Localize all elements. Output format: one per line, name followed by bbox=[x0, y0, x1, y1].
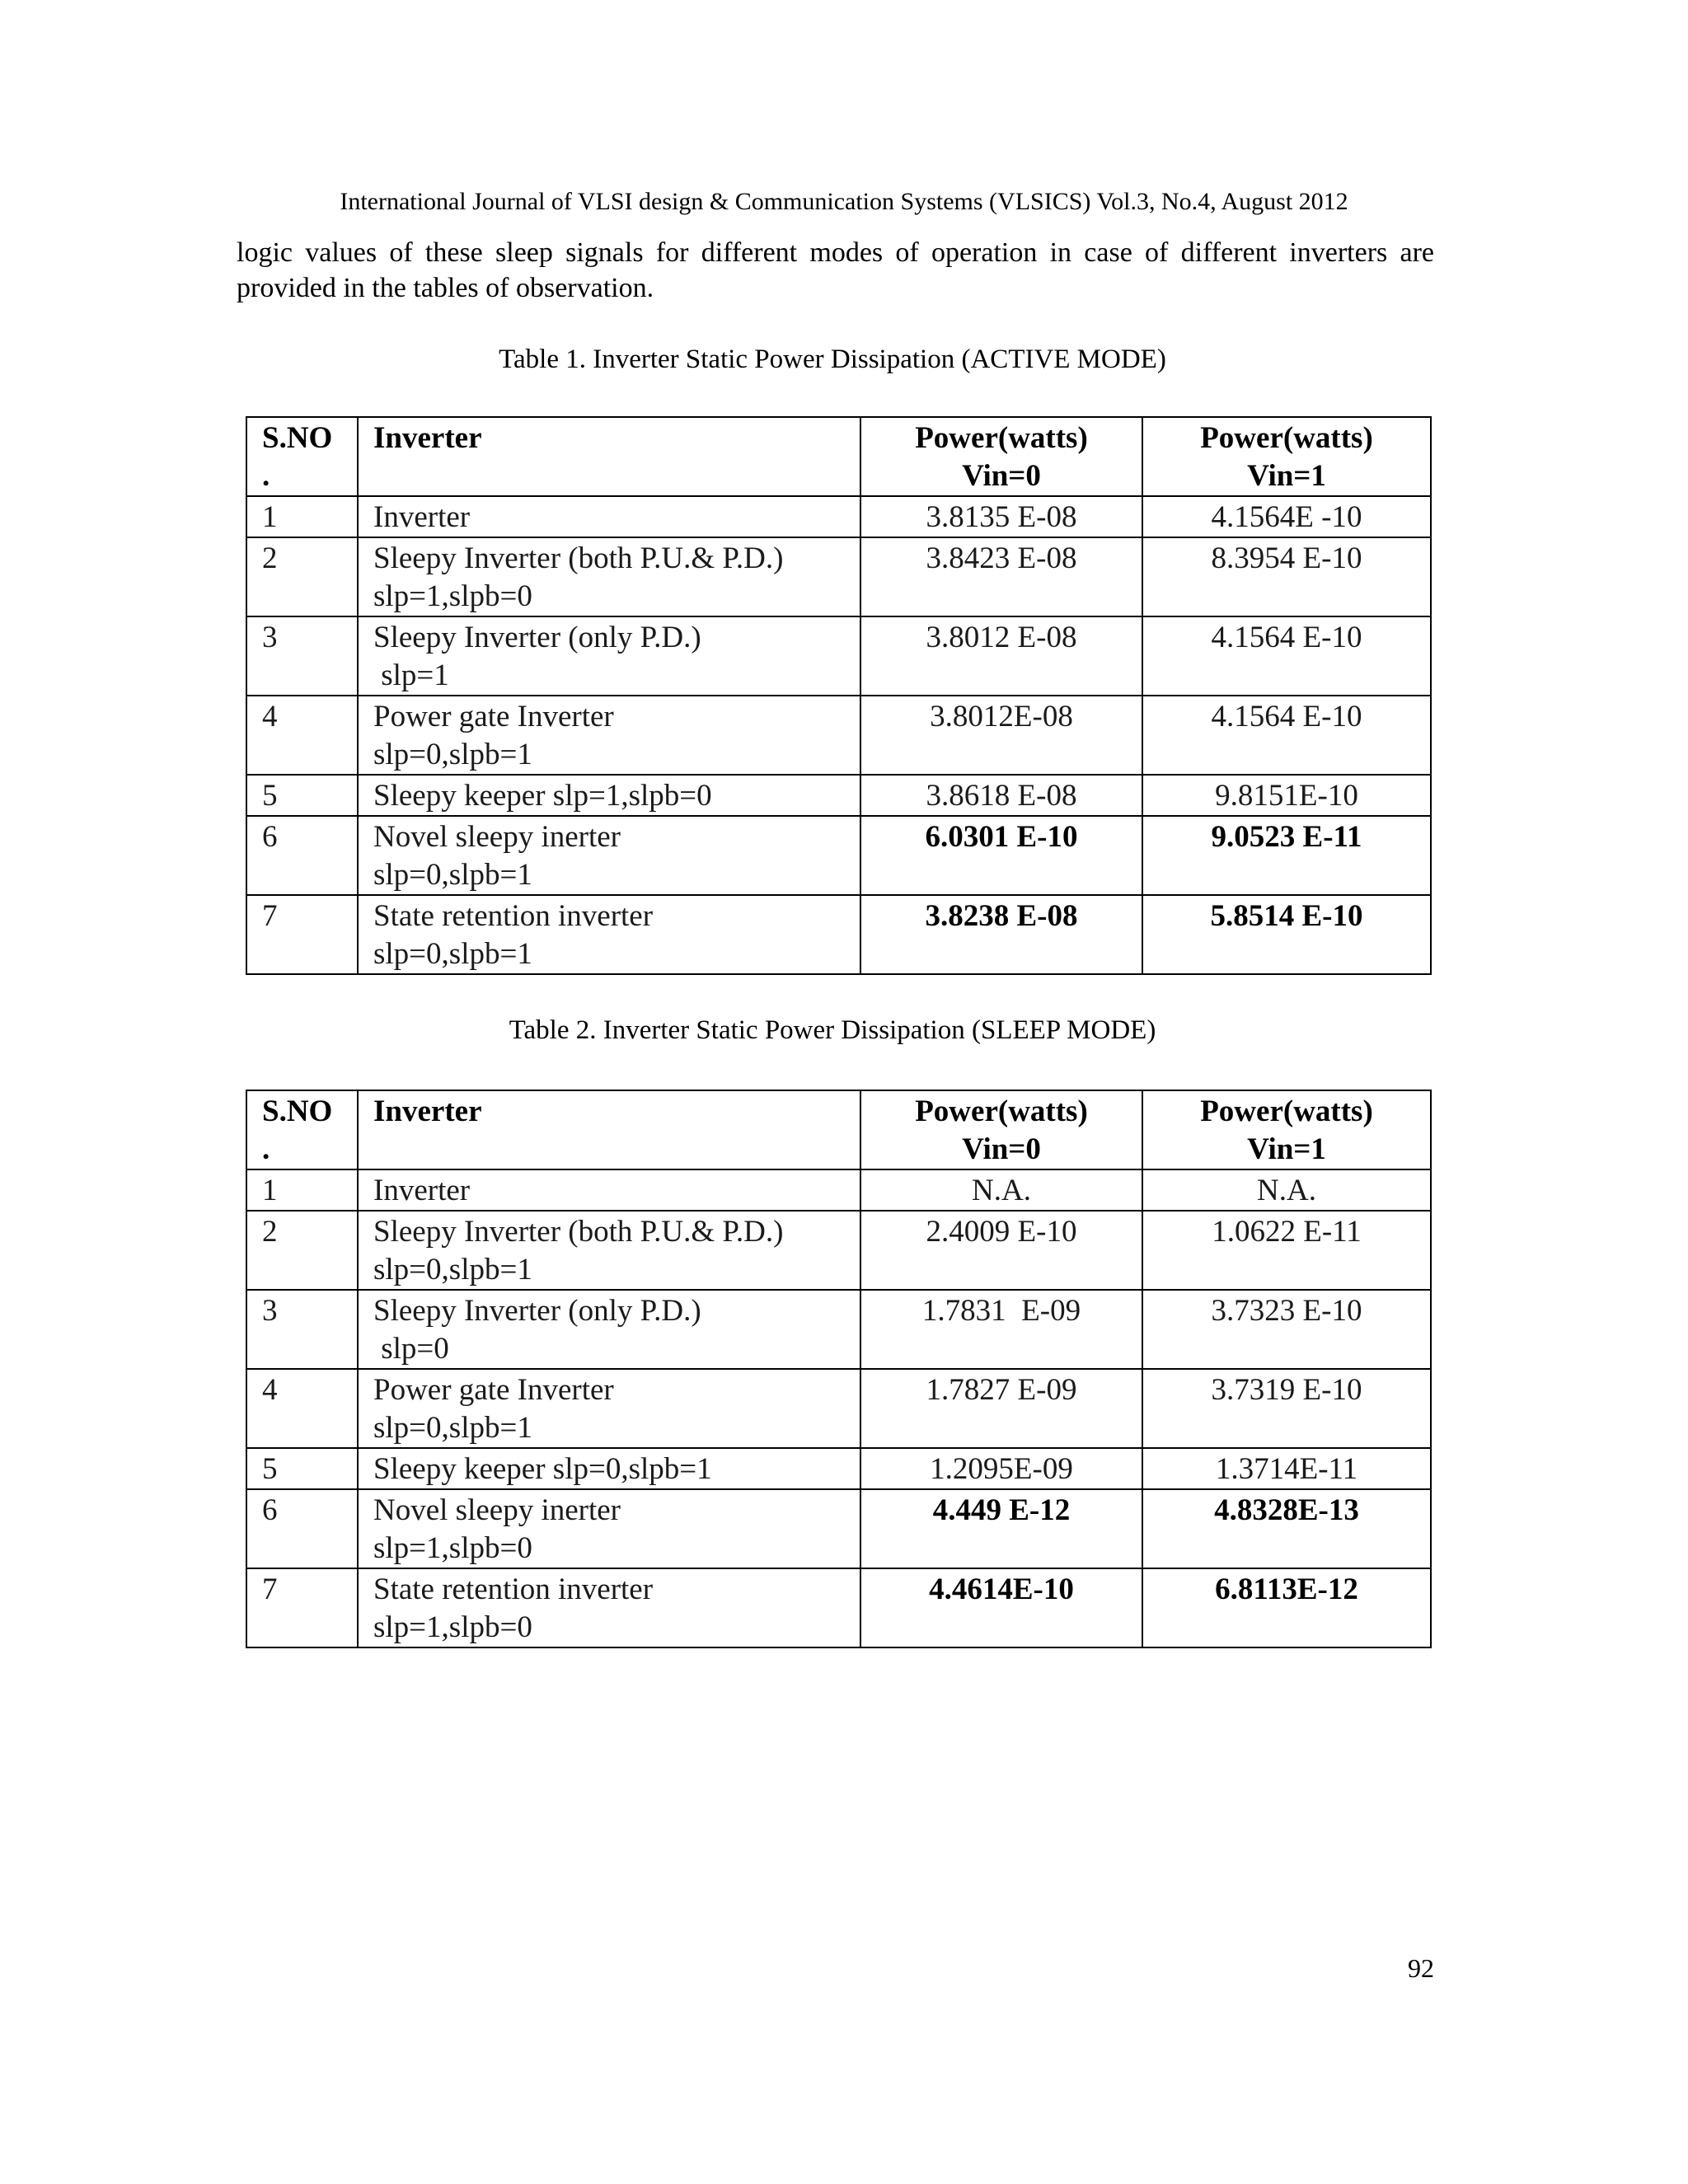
cell-power-vin1: 9.0523 E-11 bbox=[1142, 816, 1431, 895]
header-power-vin0 bbox=[860, 417, 1142, 496]
inverter-signal-setting: slp=0,slpb=1 bbox=[373, 738, 532, 771]
inverter-name: Inverter bbox=[373, 1174, 471, 1207]
inverter-name: Inverter bbox=[373, 500, 471, 534]
inverter-signal-setting: slp=1,slpb=0 bbox=[373, 1531, 532, 1565]
inverter-name: Sleepy Inverter (only P.D.) bbox=[373, 1294, 701, 1328]
table-row bbox=[246, 775, 1431, 816]
header-inverter: Inverter bbox=[358, 1090, 860, 1169]
cell-power-vin1: 5.8514 E-10 bbox=[1142, 895, 1431, 974]
inverter-signal-setting: slp=0 bbox=[373, 1332, 449, 1366]
cell-inverter bbox=[358, 696, 860, 775]
cell-power-vin0: 2.4009 E-10 bbox=[860, 1211, 1142, 1290]
table-header-row bbox=[246, 1090, 1431, 1169]
table-row bbox=[246, 1568, 1431, 1647]
cell-inverter bbox=[358, 1169, 860, 1211]
cell-power-vin0: 3.8135 E-08 bbox=[860, 496, 1142, 537]
header-power-vin0-line-1: Power(watts) bbox=[915, 421, 1088, 455]
cell-power-vin0: 1.2095E-09 bbox=[860, 1448, 1142, 1489]
header-sno-line-1: S.NO bbox=[262, 1094, 333, 1128]
cell-power-vin1: 3.7323 E-10 bbox=[1142, 1290, 1431, 1369]
cell-sno: 5 bbox=[246, 1448, 358, 1489]
cell-inverter bbox=[358, 1369, 860, 1448]
header-sno-line-1: S.NO bbox=[262, 421, 333, 455]
cell-sno: 6 bbox=[246, 1489, 358, 1568]
table-row bbox=[246, 1211, 1431, 1290]
inverter-signal-setting: slp=1,slpb=0 bbox=[373, 1610, 532, 1644]
cell-inverter bbox=[358, 1448, 860, 1489]
cell-inverter bbox=[358, 816, 860, 895]
header-power-vin1-line-2: Vin=1 bbox=[1247, 1132, 1326, 1166]
table-row bbox=[246, 816, 1431, 895]
header-power-vin1 bbox=[1142, 417, 1431, 496]
cell-inverter bbox=[358, 1211, 860, 1290]
cell-power-vin1: 1.3714E-11 bbox=[1142, 1448, 1431, 1489]
cell-power-vin0: 3.8012 E-08 bbox=[860, 616, 1142, 696]
table-row bbox=[246, 1448, 1431, 1489]
page-number: 92 bbox=[1408, 1953, 1434, 1983]
cell-inverter bbox=[358, 537, 860, 616]
cell-sno: 2 bbox=[246, 1211, 358, 1290]
table-row bbox=[246, 1169, 1431, 1211]
inverter-name: State retention inverter bbox=[373, 899, 654, 933]
cell-power-vin1: 9.8151E-10 bbox=[1142, 775, 1431, 816]
table-row bbox=[246, 537, 1431, 616]
inverter-name: Novel sleepy inerter bbox=[373, 1493, 621, 1527]
header-sno-line-2: . bbox=[262, 459, 270, 493]
cell-sno: 2 bbox=[246, 537, 358, 616]
inverter-name: Power gate Inverter bbox=[373, 1373, 614, 1407]
cell-sno: 3 bbox=[246, 616, 358, 696]
inverter-signal-setting: slp=0,slpb=1 bbox=[373, 1253, 532, 1286]
inverter-name: Novel sleepy inerter bbox=[373, 820, 621, 854]
inverter-name: Sleepy Inverter (only P.D.) bbox=[373, 621, 701, 654]
table-row bbox=[246, 895, 1431, 974]
cell-power-vin1: 4.8328E-13 bbox=[1142, 1489, 1431, 1568]
table-2 bbox=[246, 1090, 1432, 1648]
cell-power-vin0: 3.8423 E-08 bbox=[860, 537, 1142, 616]
cell-power-vin0: 3.8618 E-08 bbox=[860, 775, 1142, 816]
cell-sno: 4 bbox=[246, 696, 358, 775]
header-power-vin1-line-1: Power(watts) bbox=[1200, 421, 1373, 455]
cell-power-vin1: 4.1564E -10 bbox=[1142, 496, 1431, 537]
running-header: International Journal of VLSI design & Communication Systems (VLSICS) Vol.3, No.4, August 2012 bbox=[340, 188, 1348, 215]
inverter-signal-setting: slp=0,slpb=1 bbox=[373, 858, 532, 892]
table-1-body bbox=[246, 496, 1431, 974]
header-power-vin0 bbox=[860, 1090, 1142, 1169]
inverter-name: Sleepy keeper slp=0,slpb=1 bbox=[373, 1452, 712, 1486]
table-row bbox=[246, 1290, 1431, 1369]
header-power-vin1 bbox=[1142, 1090, 1431, 1169]
cell-power-vin1: 3.7319 E-10 bbox=[1142, 1369, 1431, 1448]
cell-sno: 7 bbox=[246, 895, 358, 974]
table-1-caption: Table 1. Inverter Static Power Dissipation (ACTIVE MODE) bbox=[499, 344, 1166, 374]
inverter-name: Sleepy Inverter (both P.U.& P.D.) bbox=[373, 1215, 784, 1249]
header-inverter: Inverter bbox=[358, 417, 860, 496]
cell-inverter bbox=[358, 775, 860, 816]
cell-power-vin0: 6.0301 E-10 bbox=[860, 816, 1142, 895]
cell-inverter bbox=[358, 1290, 860, 1369]
inverter-name: Sleepy keeper slp=1,slpb=0 bbox=[373, 779, 712, 813]
cell-power-vin0: 1.7827 E-09 bbox=[860, 1369, 1142, 1448]
table-row bbox=[246, 696, 1431, 775]
intro-paragraph: logic values of these sleep signals for different modes of operation in case of different inverters are provided in the tables of observation. bbox=[237, 237, 1434, 303]
table-row bbox=[246, 1369, 1431, 1448]
cell-sno: 1 bbox=[246, 496, 358, 537]
header-sno bbox=[246, 1090, 358, 1169]
inverter-signal-setting: slp=0,slpb=1 bbox=[373, 937, 532, 971]
cell-power-vin1: 4.1564 E-10 bbox=[1142, 616, 1431, 696]
inverter-signal-setting: slp=1 bbox=[373, 658, 449, 692]
cell-sno: 6 bbox=[246, 816, 358, 895]
cell-power-vin0: 1.7831 E-09 bbox=[860, 1290, 1142, 1369]
inverter-name: Sleepy Inverter (both P.U.& P.D.) bbox=[373, 541, 784, 575]
header-power-vin0-line-1: Power(watts) bbox=[915, 1094, 1088, 1128]
cell-inverter bbox=[358, 1568, 860, 1647]
header-sno-line-2: . bbox=[262, 1132, 270, 1166]
cell-power-vin0: N.A. bbox=[860, 1169, 1142, 1211]
inverter-signal-setting: slp=1,slpb=0 bbox=[373, 579, 532, 613]
inverter-signal-setting: slp=0,slpb=1 bbox=[373, 1411, 532, 1445]
cell-power-vin0: 4.4614E-10 bbox=[860, 1568, 1142, 1647]
cell-inverter bbox=[358, 616, 860, 696]
cell-power-vin0: 3.8238 E-08 bbox=[860, 895, 1142, 974]
cell-power-vin1: 4.1564 E-10 bbox=[1142, 696, 1431, 775]
cell-sno: 3 bbox=[246, 1290, 358, 1369]
cell-power-vin1: N.A. bbox=[1142, 1169, 1431, 1211]
cell-power-vin0: 3.8012E-08 bbox=[860, 696, 1142, 775]
cell-sno: 5 bbox=[246, 775, 358, 816]
header-power-vin0-line-2: Vin=0 bbox=[962, 459, 1041, 493]
cell-sno: 4 bbox=[246, 1369, 358, 1448]
cell-power-vin1: 1.0622 E-11 bbox=[1142, 1211, 1431, 1290]
table-2-body bbox=[246, 1169, 1431, 1647]
cell-power-vin1: 8.3954 E-10 bbox=[1142, 537, 1431, 616]
cell-inverter bbox=[358, 496, 860, 537]
cell-sno: 7 bbox=[246, 1568, 358, 1647]
table-row bbox=[246, 496, 1431, 537]
table-1 bbox=[246, 416, 1432, 975]
cell-inverter bbox=[358, 895, 860, 974]
table-header-row bbox=[246, 417, 1431, 496]
inverter-name: State retention inverter bbox=[373, 1572, 654, 1606]
header-power-vin1-line-2: Vin=1 bbox=[1247, 459, 1326, 493]
table-2-caption: Table 2. Inverter Static Power Dissipation (SLEEP MODE) bbox=[509, 1015, 1156, 1045]
cell-sno: 1 bbox=[246, 1169, 358, 1211]
inverter-name: Power gate Inverter bbox=[373, 700, 614, 733]
table-row bbox=[246, 1489, 1431, 1568]
header-power-vin0-line-2: Vin=0 bbox=[962, 1132, 1041, 1166]
cell-power-vin0: 4.449 E-12 bbox=[860, 1489, 1142, 1568]
cell-inverter bbox=[358, 1489, 860, 1568]
table-row bbox=[246, 616, 1431, 696]
cell-power-vin1: 6.8113E-12 bbox=[1142, 1568, 1431, 1647]
header-power-vin1-line-1: Power(watts) bbox=[1200, 1094, 1373, 1128]
header-sno bbox=[246, 417, 358, 496]
